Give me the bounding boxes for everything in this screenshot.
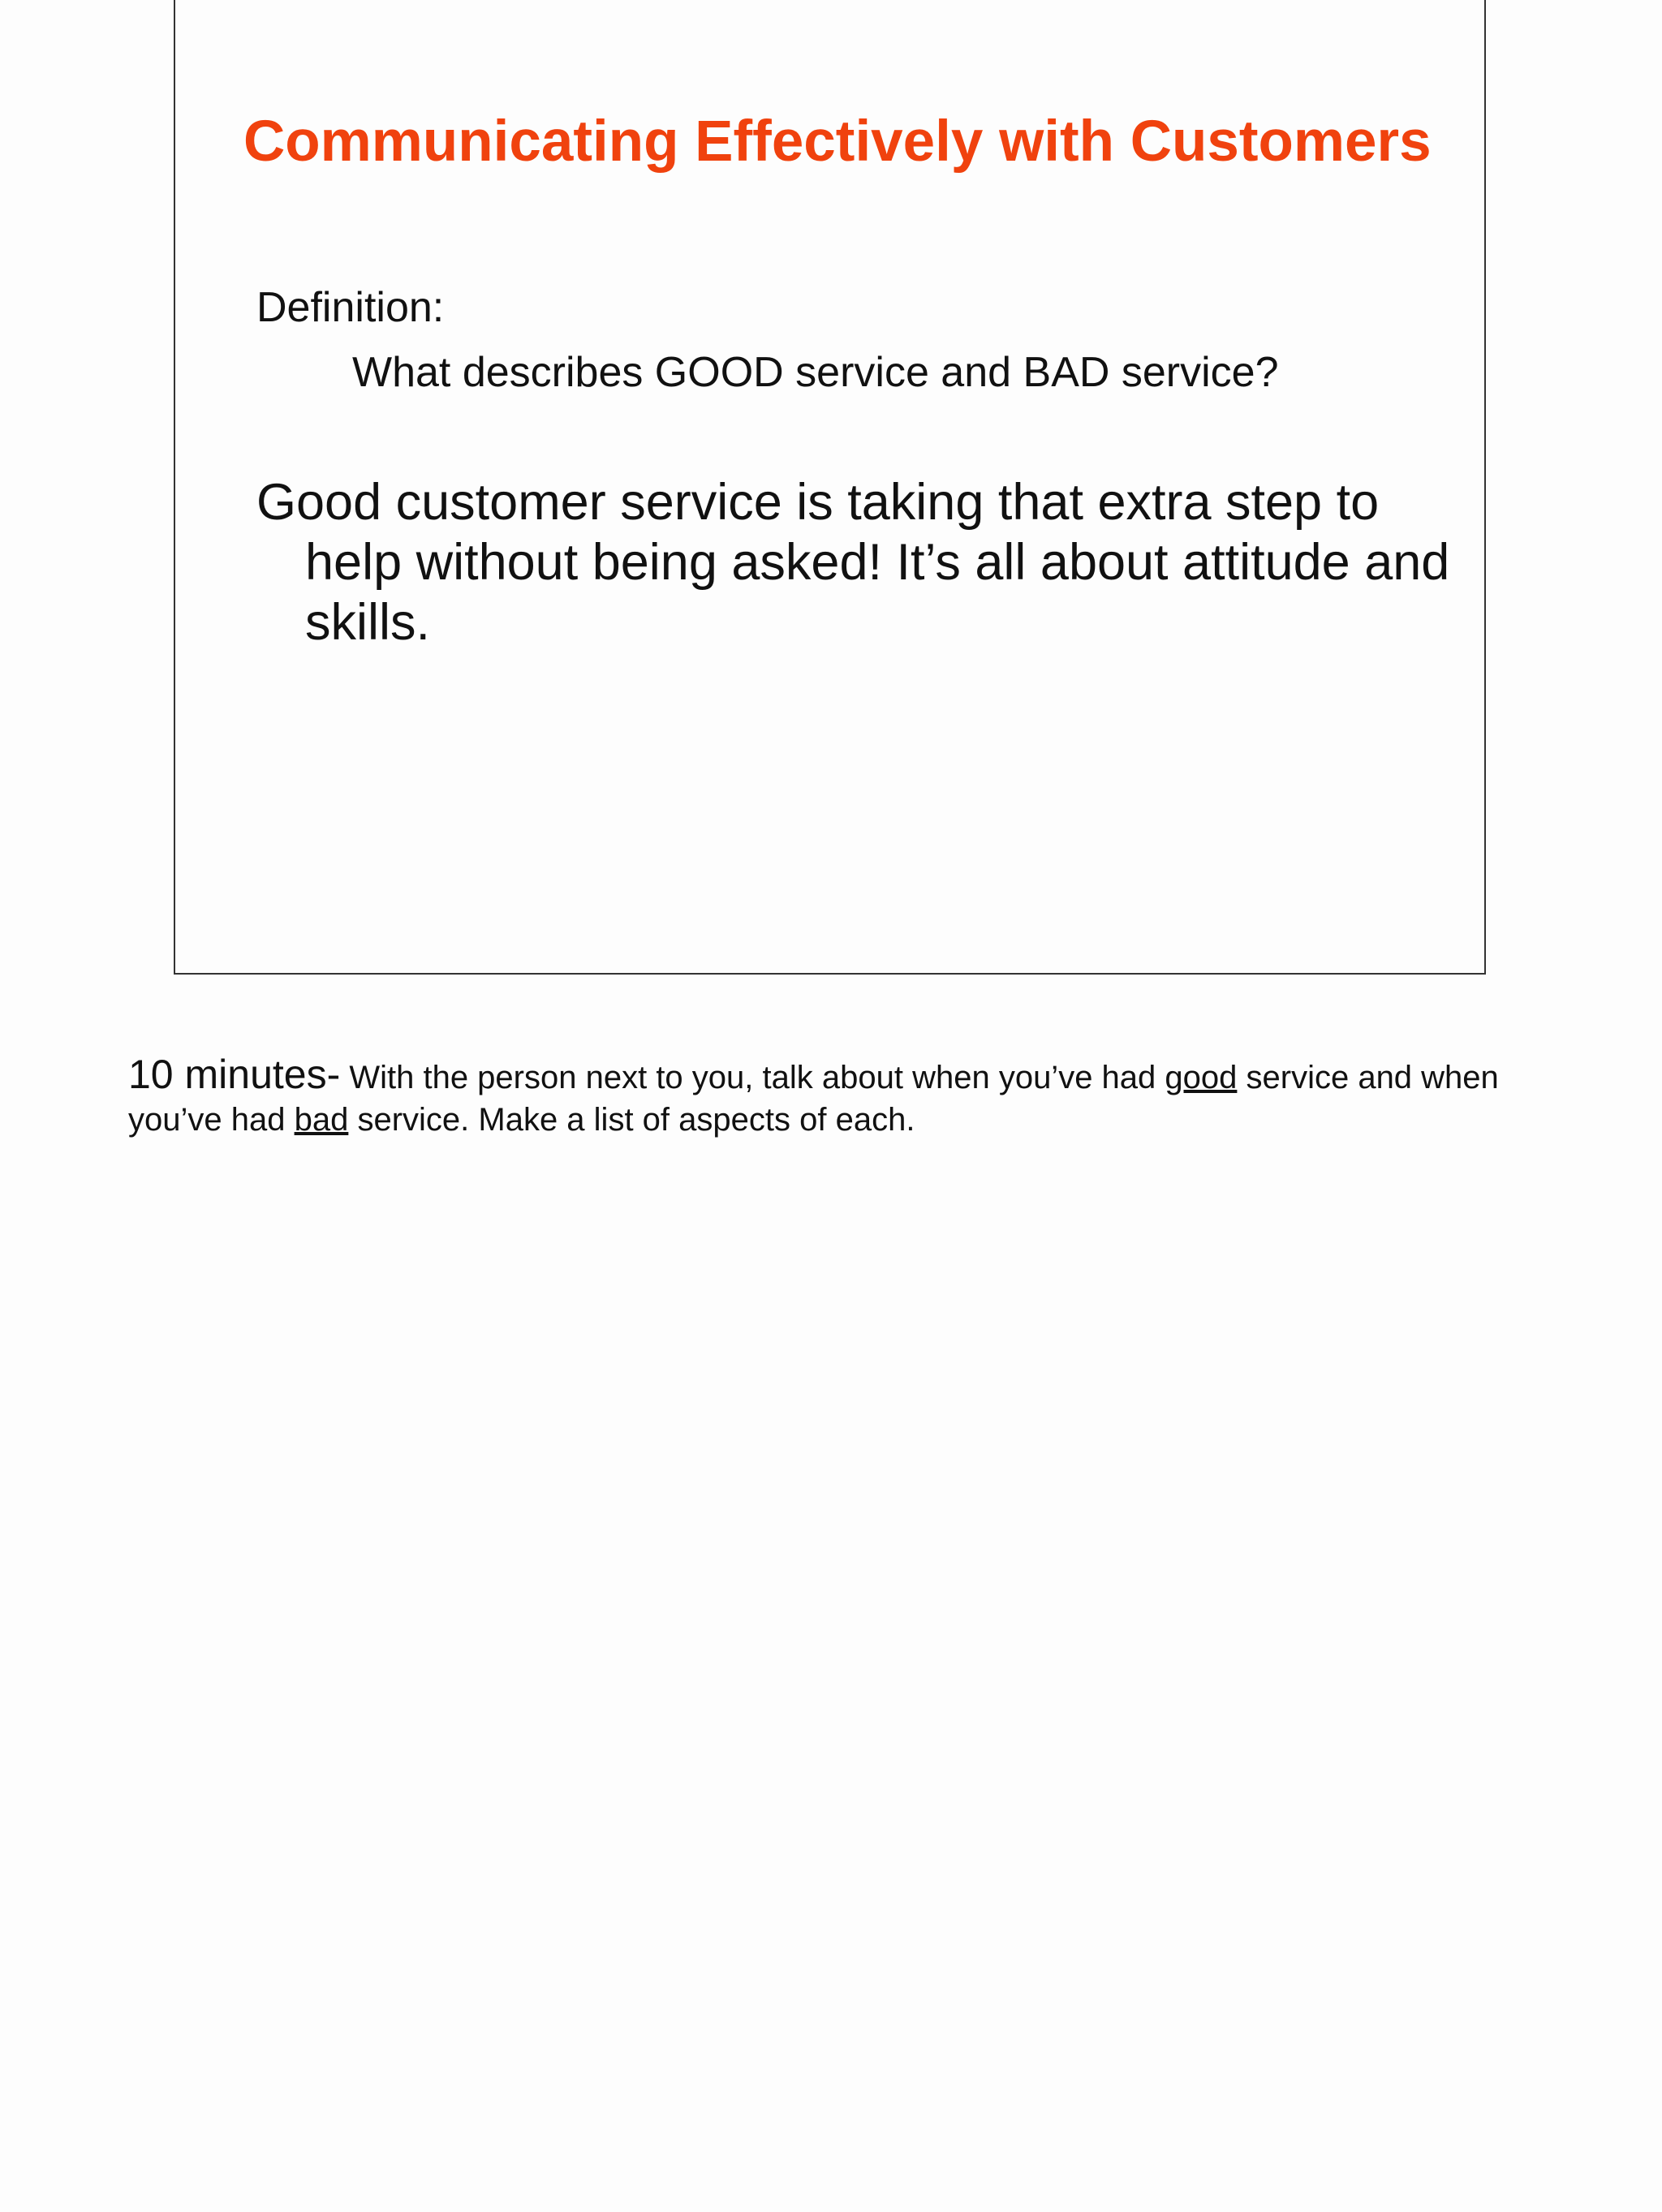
activity-text-part: service. Make a list of aspects of each. [348, 1102, 915, 1138]
activity-duration: 10 minutes- [128, 1052, 341, 1097]
slide-frame [174, 0, 1486, 975]
slide-title: Communicating Effectively with Customers [243, 110, 1432, 174]
definition-question: What describes GOOD service and BAD service? [352, 349, 1279, 396]
activity-text-part: service and when you’ve had [128, 1060, 1499, 1138]
good-service-statement: Good customer service is taking that extra step to help without being asked! It’s all about attitude and skills. [256, 474, 1450, 651]
good-word: good [1165, 1060, 1238, 1095]
definition-label: Definition: [256, 284, 445, 331]
activity-text-part: With the person next to you, talk about when you’ve had [340, 1060, 1165, 1095]
bad-word: bad [294, 1102, 349, 1138]
activity-instructions [128, 1053, 1524, 1141]
